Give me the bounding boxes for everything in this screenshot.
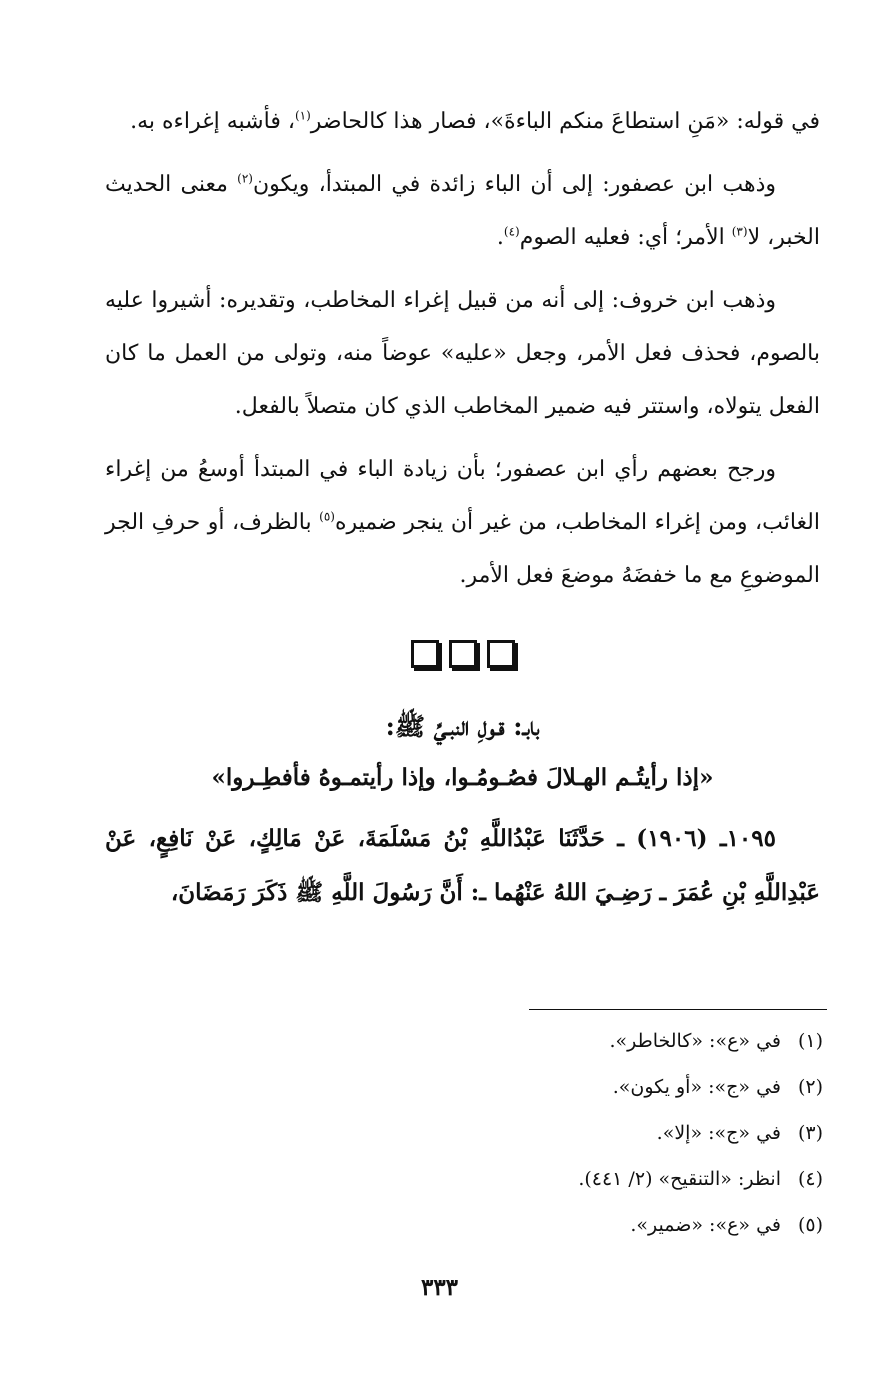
paragraph-2-text-4: . xyxy=(496,225,504,250)
footnote-number: (٢) xyxy=(797,1076,823,1098)
footnote-ref-4[interactable]: (٤) xyxy=(503,224,520,239)
paragraph-2-text-2: معنى الحديث الخبر، لا xyxy=(105,172,820,250)
footnote-text: في «ع»: «كالخاطر». xyxy=(609,1030,781,1052)
footnote-text: انظر: «التنقيح» (٢/ ٤٤١). xyxy=(578,1168,781,1190)
paragraph-4 xyxy=(105,443,820,602)
chapter-title: بابـ: قـولِ النبـيِّ ﷺ: xyxy=(385,712,540,741)
page-number: ٣٣٣ xyxy=(420,1274,459,1301)
paragraph-4-text-2: بالظرف، أو حرفِ الجر الموضوعِ مع ما خفضَهُ موضعَ فعل الأمر. xyxy=(105,510,820,588)
paragraph-1-text-1: في قوله: «مَنِ استطاعَ منكم الباءةَ»، فصار هذا كالحاضر xyxy=(310,109,820,134)
paragraph-2-text-3: الأمر؛ أي: فعليه الصوم xyxy=(519,225,732,250)
footnote-ref-1[interactable]: (١) xyxy=(294,108,311,123)
paragraph-1-text-2: ، فأشبه إغراءه به. xyxy=(130,109,295,134)
footnote-number: (٤) xyxy=(797,1168,823,1190)
page-body xyxy=(105,95,820,920)
footnote-number: (١) xyxy=(797,1030,823,1052)
footnote-text: في «ج»: «أو يكون». xyxy=(612,1076,781,1098)
footnote-text: في «ج»: «إلا». xyxy=(656,1122,781,1144)
footnote-divider xyxy=(529,1009,827,1010)
chapter-subtitle: «إذا رأيتُـم الهـلالَ فصُـومُـوا، وإذا رأيتمـوهُ فأفطِـروا» xyxy=(211,764,714,791)
footnote-3 xyxy=(105,1110,823,1156)
paragraph-2-text-1: وذهب ابن عصفور: إلى أن الباء زائدة في المبتدأ، ويكون xyxy=(252,172,777,197)
footnote-2 xyxy=(105,1064,823,1110)
footnote-ref-5[interactable]: (٥) xyxy=(319,509,335,524)
footnote-ref-3[interactable]: (٣) xyxy=(731,224,748,239)
footnote-number: (٥) xyxy=(797,1214,823,1236)
paragraph-2 xyxy=(105,158,820,264)
paragraph-4-text-1: ورجح بعضهم رأي ابن عصفور؛ بأن زيادة الباء في المبتدأ أوسعُ من إغراء الغائب، ومن إغراء المخاطب، من غير أن ينجر ضميره xyxy=(105,457,820,535)
footnote-4 xyxy=(105,1156,823,1202)
separator-square-icon xyxy=(487,640,515,668)
footnotes xyxy=(105,1018,823,1248)
separator-square-icon xyxy=(449,640,477,668)
paragraph-3 xyxy=(105,274,820,433)
paragraph-3-text-1: وذهب ابن خروف: إلى أنه من قبيل إغراء المخاطب، وتقديره: أشيروا عليه بالصوم، فحذف فعل الأمر، وجعل «عليه» عوضاً منه، وتولى من العمل ما كان الفعل يتولاه، واستتر فيه ضمير المخاطب الذي كان متصلاً بالفعل. xyxy=(105,288,820,419)
paragraph-1 xyxy=(105,95,820,148)
separator-square-icon xyxy=(411,640,439,668)
footnote-text: في «ع»: «ضمير». xyxy=(630,1214,781,1236)
section-separator xyxy=(105,640,820,668)
footnote-ref-2[interactable]: (٢) xyxy=(237,171,253,186)
footnote-1 xyxy=(105,1018,823,1064)
footnote-number: (٣) xyxy=(797,1122,823,1144)
hadith-text: ١٠٩٥ـ (١٩٠٦) ـ حَدَّثَنَا عَبْدُاللَّهِ بْنُ مَسْلَمَةَ، عَنْ مَالِكٍ، عَنْ نَافِعٍ، عَنْ عَبْدِاللَّهِ بْنِ عُمَرَ ـ رَضِـيَ اللهُ عَنْهُما ـ: أَنَّ رَسُولَ اللَّهِ ﷺ ذَكَرَ رَمَضَانَ، xyxy=(105,825,820,906)
footnote-5 xyxy=(105,1202,823,1248)
